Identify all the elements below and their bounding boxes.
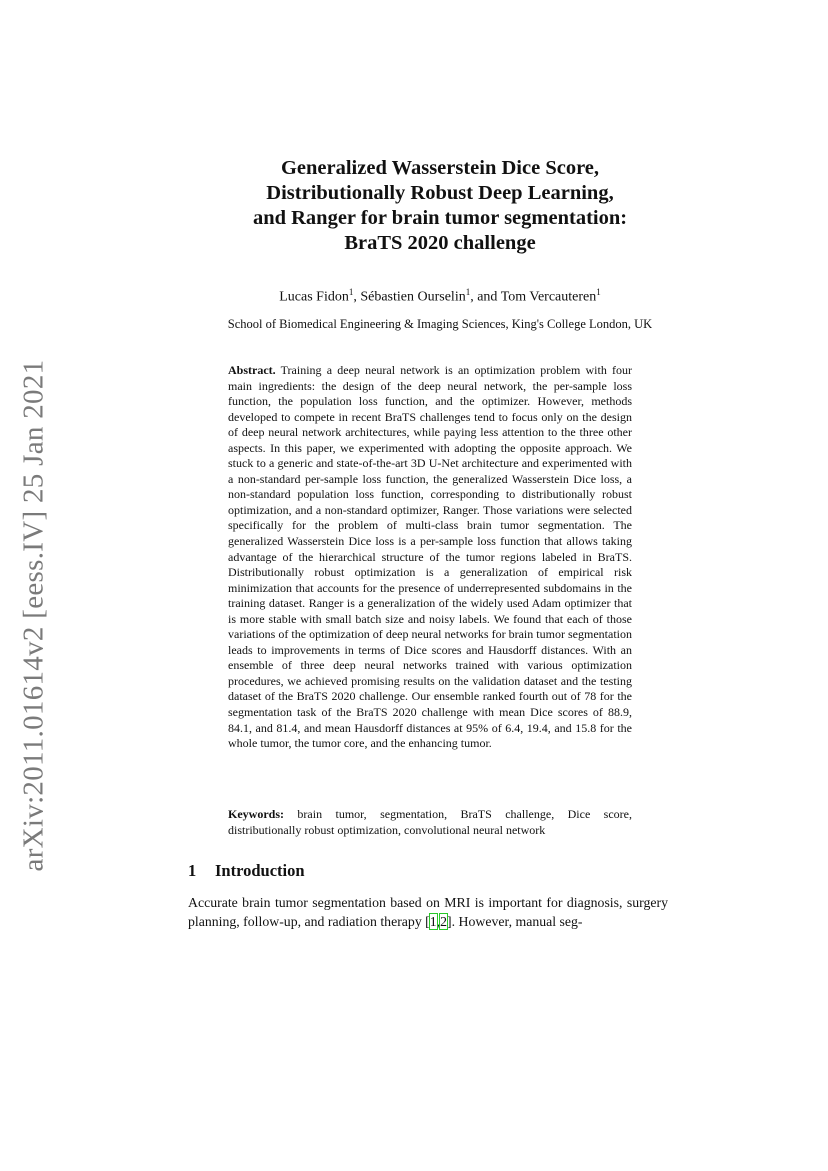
affiliation-mark: 1 bbox=[465, 287, 471, 297]
title-line: Distributionally Robust Deep Learning, bbox=[266, 182, 614, 204]
abstract-body: Training a deep neural network is an optimization problem with four main ingredients: the design of the deep neural network, the per-sample loss function, the population loss function, and the optimizer. However, methods developed to compete in recent BraTS challenges tend to focus only on the design of deep neural network architectures, while paying less attention to the three other aspects. In this paper, we experimented with adopting the opposite approach. We stuck to a generic and state-of-the-art 3D U-Net architecture and experimented with a non-standard per-sample loss function, the generalized Wasserstein Dice loss, a non-standard population loss function, corresponding to distributionally robust optimization, and a non-standard optimizer, Ranger. Those variations were selected specifically for the problem of multi-class brain tumor segmentation. The generalized Wasserstein Dice loss is a per-sample loss function that allows taking advantage of the hierarchical structure of the tumor regions labeled in BraTS. Distributionally robust optimization is a generalization of empirical risk minimization that accounts for the presence of underrepresented subdomains in the training dataset. Ranger is a generalization of the widely used Adam optimizer that is more stable with small batch size and noisy labels. We found that each of those variations of the optimization of deep neural networks for brain tumor segmentation leads to improvements in terms of Dice scores and Hausdorff distances. With an ensemble of three deep neural networks trained with various optimization procedures, we achieved promising results on the validation dataset and the testing dataset of the BraTS 2020 challenge. Our ensemble ranked fourth out of 78 for the segmentation task of the BraTS 2020 challenge with mean Dice scores of 88.9, 84.1, and 81.4, and mean Hausdorff distances at 95% of 6.4, 19.4, and 15.8 for the whole tumor, the tumor core, and the enhancing tumor. bbox=[228, 363, 632, 751]
citation-bracket: ] bbox=[447, 914, 452, 929]
section-title: Introduction bbox=[215, 861, 305, 880]
citation-link-1[interactable] bbox=[430, 914, 437, 929]
intro-paragraph bbox=[188, 893, 668, 931]
affiliation-mark: 1 bbox=[596, 287, 601, 297]
keywords-body: brain tumor, segmentation, BraTS challenge, Dice score, distributionally robust optimization, convolutional neural network bbox=[228, 807, 632, 837]
abstract-heading: Abstract. bbox=[228, 363, 276, 377]
keywords bbox=[228, 807, 632, 838]
author-name: Lucas Fidon bbox=[279, 289, 349, 305]
keywords-heading: Keywords: bbox=[228, 807, 284, 821]
citation-bracket: [ bbox=[425, 914, 430, 929]
affiliation: School of Biomedical Engineering & Imaging Sciences, King's College London, UK bbox=[227, 317, 653, 331]
section-number: 1 bbox=[188, 861, 197, 880]
intro-text: . However, manual seg- bbox=[451, 914, 583, 929]
intro-text: Accurate brain tumor segmentation based on MRI is important for diagnosis, surgery planning, follow-up, and radiation therapy bbox=[188, 895, 668, 929]
author-name: Tom Vercauteren bbox=[500, 289, 597, 305]
arxiv-identifier-stamp bbox=[6, 359, 62, 871]
arxiv-identifier-text: arXiv:2011.01614v2 [eess.IV] 25 Jan 2021 bbox=[17, 359, 50, 871]
author-list bbox=[150, 287, 730, 306]
citation-separator: , bbox=[436, 914, 441, 929]
citation-number: 1 bbox=[429, 914, 437, 929]
author-separator: , and bbox=[470, 289, 501, 305]
title-line: BraTS 2020 challenge bbox=[344, 232, 536, 254]
section-heading bbox=[188, 861, 305, 881]
citation-link-2[interactable] bbox=[440, 914, 447, 929]
paper-title bbox=[150, 156, 730, 256]
title-line: and Ranger for brain tumor segmentation: bbox=[252, 207, 628, 229]
citation-number: 2 bbox=[440, 914, 448, 929]
author-name: Sébastien Ourselin bbox=[360, 289, 466, 305]
title-line: Generalized Wasserstein Dice Score, bbox=[280, 157, 600, 179]
author-separator: , bbox=[353, 289, 361, 305]
affiliation-mark: 1 bbox=[348, 287, 354, 297]
abstract bbox=[228, 363, 632, 752]
